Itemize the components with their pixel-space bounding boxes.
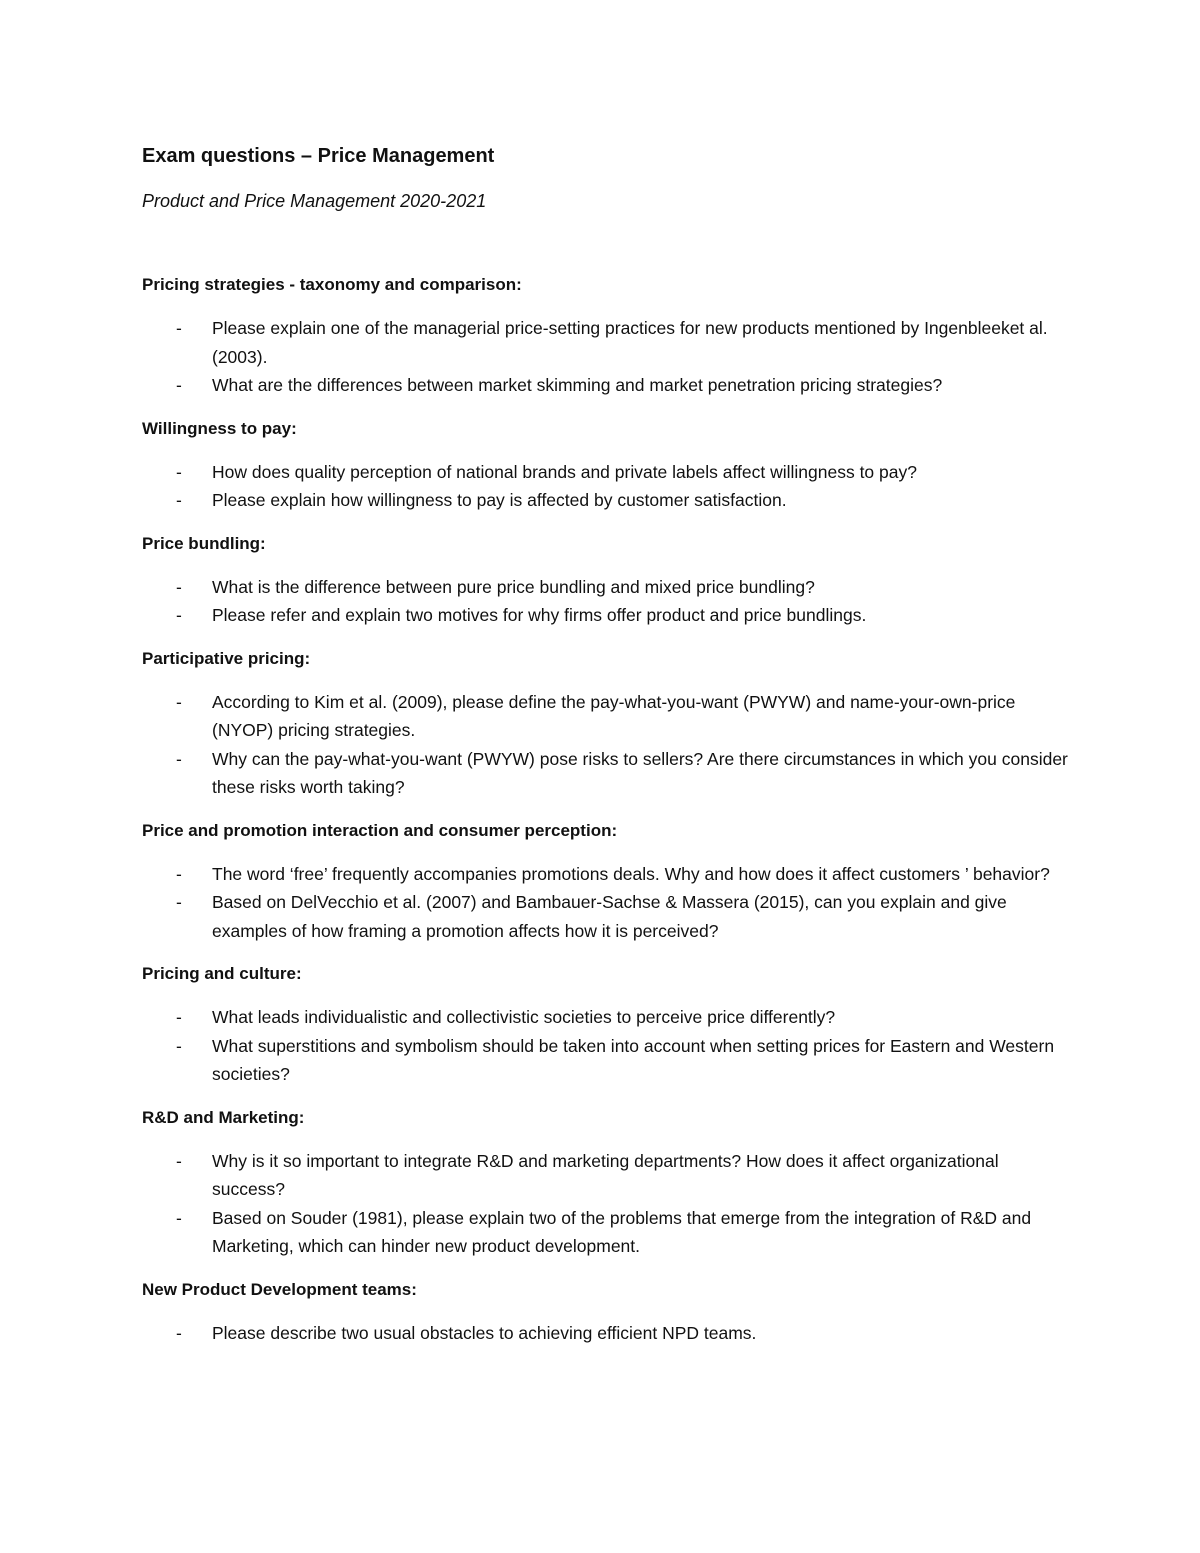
- question-list: [142, 573, 1072, 630]
- question-text: What is the difference between pure price bundling and mixed price bundling?: [212, 576, 815, 597]
- document-page: [142, 142, 1072, 1347]
- question-text: What superstitions and symbolism should be taken into account when setting prices for Eastern and Western societies?: [212, 1035, 1055, 1084]
- question-item: [142, 573, 1072, 602]
- question-item: [142, 371, 1072, 400]
- section: [142, 1105, 1072, 1261]
- section-heading: Willingness to pay:: [142, 418, 297, 438]
- document-subtitle: Product and Price Management 2020-2021: [142, 191, 487, 211]
- bullet-dash: -: [176, 748, 182, 769]
- bullet-dash: -: [176, 605, 182, 625]
- section: [142, 272, 1072, 400]
- bullet-dash: -: [176, 892, 182, 912]
- section: [142, 646, 1072, 802]
- question-item: [142, 1319, 1072, 1348]
- section: [142, 531, 1072, 630]
- section: [142, 1277, 1072, 1348]
- question-item: [142, 1147, 1072, 1204]
- section: [142, 416, 1072, 515]
- question-item: [142, 458, 1072, 487]
- question-list: [142, 314, 1072, 400]
- section-heading: Pricing and culture:: [142, 964, 302, 983]
- section-heading: Price and promotion interaction and consumer perception:: [142, 820, 618, 840]
- section: [142, 961, 1072, 1089]
- question-item: [142, 688, 1072, 745]
- question-text: According to Kim et al. (2009), please define the pay-what-you-want (PWYW) and name-your-own-price (NYOP) pricing strategies.: [212, 691, 1016, 740]
- section: [142, 818, 1072, 946]
- question-list: [142, 1147, 1072, 1261]
- bullet-dash: -: [176, 863, 182, 884]
- question-item: [142, 601, 1072, 630]
- question-list: [142, 860, 1072, 946]
- bullet-dash: -: [176, 691, 182, 712]
- question-text: Please describe two usual obstacles to achieving efficient NPD teams.: [212, 1322, 757, 1343]
- section-heading: Price bundling:: [142, 533, 266, 553]
- question-text: How does quality perception of national brands and private labels affect willingness to pay?: [212, 461, 917, 482]
- bullet-dash: -: [176, 461, 182, 482]
- section-heading: R&D and Marketing:: [142, 1107, 305, 1127]
- bullet-dash: -: [176, 1035, 182, 1056]
- section-heading: Pricing strategies - taxonomy and comparison:: [142, 275, 522, 294]
- document-title: Exam questions – Price Management: [142, 145, 495, 167]
- question-item: [142, 1204, 1072, 1261]
- question-text: Why is it so important to integrate R&D and marketing departments? How does it affect organizational success?: [212, 1150, 999, 1199]
- sections-container: [142, 272, 1072, 1347]
- bullet-dash: -: [176, 490, 182, 510]
- question-item: [142, 1003, 1072, 1032]
- section-heading: Participative pricing:: [142, 648, 311, 668]
- bullet-dash: -: [176, 318, 182, 338]
- question-item: [142, 314, 1072, 371]
- question-text: What leads individualistic and collectivistic societies to perceive price differently?: [212, 1007, 836, 1027]
- question-text: What are the differences between market skimming and market penetration pricing strategies?: [212, 375, 943, 395]
- question-list: [142, 1003, 1072, 1089]
- question-text: The word ‘free’ frequently accompanies promotions deals. Why and how does it affect customers ’ behavior?: [212, 863, 1050, 884]
- bullet-dash: -: [176, 1007, 182, 1027]
- question-text: Based on Souder (1981), please explain two of the problems that emerge from the integration of R&D and Marketing, which can hinder new product development.: [212, 1207, 1032, 1256]
- question-item: [142, 745, 1072, 802]
- bullet-dash: -: [176, 1207, 182, 1228]
- question-text: Please explain how willingness to pay is affected by customer satisfaction.: [212, 490, 787, 510]
- question-item: [142, 888, 1072, 945]
- question-list: [142, 458, 1072, 515]
- question-list: [142, 688, 1072, 802]
- section-heading: New Product Development teams:: [142, 1279, 417, 1299]
- question-item: [142, 486, 1072, 515]
- question-text: Why can the pay-what-you-want (PWYW) pose risks to sellers? Are there circumstances in which you consider these risks worth taking?: [212, 748, 1068, 797]
- question-item: [142, 860, 1072, 889]
- question-list: [142, 1319, 1072, 1348]
- question-text: Please refer and explain two motives for why firms offer product and price bundlings.: [212, 605, 867, 625]
- bullet-dash: -: [176, 1150, 182, 1171]
- bullet-dash: -: [176, 576, 182, 597]
- bullet-dash: -: [176, 375, 182, 395]
- bullet-dash: -: [176, 1322, 182, 1343]
- question-text: Please explain one of the managerial price-setting practices for new products mentioned by Ingenbleeket al. (2003).: [212, 318, 1048, 367]
- question-text: Based on DelVecchio et al. (2007) and Bambauer-Sachse & Massera (2015), can you explain and give examples of how framing a promotion affects how it is perceived?: [212, 892, 1007, 941]
- question-item: [142, 1032, 1072, 1089]
